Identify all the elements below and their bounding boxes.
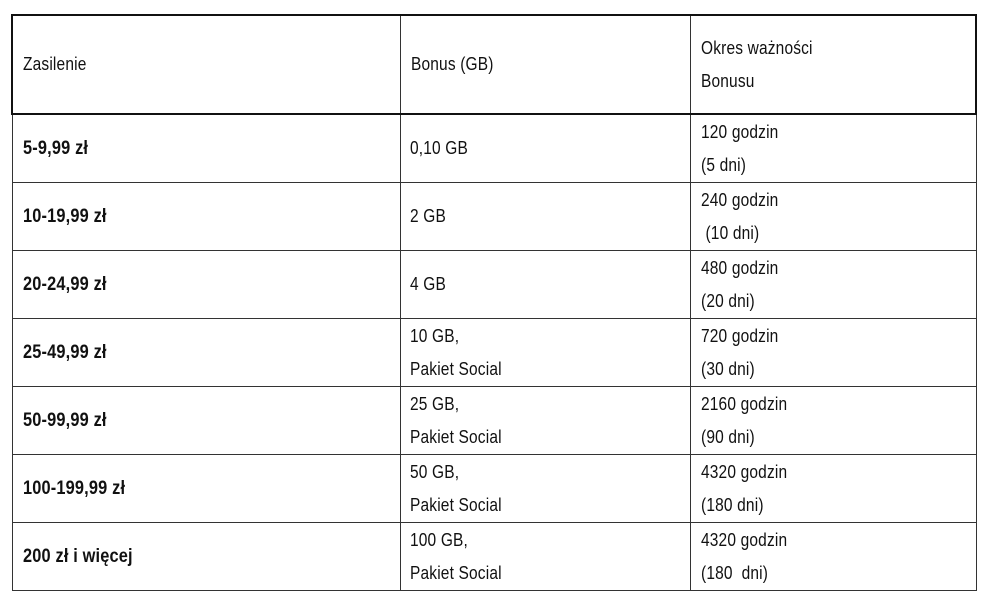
- header-validity-line2: Bonusu: [700, 70, 755, 91]
- cell-bonus: [400, 523, 690, 591]
- table-row: [12, 523, 976, 591]
- validity-line2: (5 dni): [700, 154, 746, 175]
- cell-amount: [12, 251, 400, 319]
- bonus-line1: 25 GB,: [409, 393, 459, 414]
- bonus-line1: 10 GB,: [409, 325, 459, 346]
- bonus-line1: 2 GB: [409, 206, 446, 226]
- validity-line2: (90 dni): [700, 426, 755, 447]
- cell-amount: [12, 183, 400, 251]
- validity-line1: 2160 godzin: [700, 393, 787, 414]
- validity-line2: (180 dni): [700, 494, 764, 515]
- cell-validity: [690, 114, 976, 183]
- table-row: [12, 387, 976, 455]
- validity-line1: 240 godzin: [700, 189, 778, 210]
- cell-validity: [690, 523, 976, 591]
- cell-validity: [690, 251, 976, 319]
- table-row: [12, 319, 976, 387]
- bonus-line2: Pakiet Social: [409, 358, 502, 379]
- cell-bonus: [400, 455, 690, 523]
- validity-line2: (180 dni): [700, 562, 768, 583]
- cell-validity: [690, 455, 976, 523]
- amount-text: 50-99,99 zł: [22, 410, 107, 431]
- amount-text: 25-49,99 zł: [22, 342, 107, 363]
- cell-bonus: [400, 387, 690, 455]
- validity-line2: (20 dni): [700, 290, 755, 311]
- cell-bonus: [400, 183, 690, 251]
- bonus-line1: 50 GB,: [409, 461, 459, 482]
- amount-text: 200 zł i więcej: [22, 546, 133, 567]
- bonus-line1: 0,10 GB: [409, 138, 468, 158]
- table-row: [12, 251, 976, 319]
- cell-validity: [690, 387, 976, 455]
- header-validity-line1: Okres ważności: [700, 37, 813, 58]
- validity-line1: 4320 godzin: [700, 529, 787, 550]
- table-row: [12, 114, 976, 183]
- validity-line1: 4320 godzin: [700, 461, 787, 482]
- amount-text: 10-19,99 zł: [22, 206, 107, 227]
- cell-amount: [12, 523, 400, 591]
- bonus-line1: 100 GB,: [409, 529, 468, 550]
- amount-text: 20-24,99 zł: [22, 274, 107, 295]
- table-header-row: [12, 15, 976, 114]
- validity-line2: (10 dni): [700, 222, 759, 243]
- cell-bonus: [400, 319, 690, 387]
- header-amount: [12, 15, 400, 114]
- cell-bonus: [400, 114, 690, 183]
- table-row: [12, 455, 976, 523]
- bonus-table: [11, 14, 977, 591]
- cell-amount: [12, 114, 400, 183]
- cell-validity: [690, 319, 976, 387]
- bonus-line2: Pakiet Social: [409, 426, 502, 447]
- bonus-line2: Pakiet Social: [409, 562, 502, 583]
- bonus-line2: Pakiet Social: [409, 494, 502, 515]
- header-amount-label: Zasilenie: [23, 54, 87, 74]
- validity-line1: 480 godzin: [700, 257, 778, 278]
- validity-line1: 120 godzin: [700, 121, 778, 142]
- table-row: [12, 183, 976, 251]
- cell-amount: [12, 455, 400, 523]
- header-bonus: [400, 15, 690, 114]
- cell-amount: [12, 387, 400, 455]
- header-bonus-label: Bonus (GB): [410, 54, 494, 74]
- cell-validity: [690, 183, 976, 251]
- validity-line1: 720 godzin: [700, 325, 778, 346]
- amount-text: 5-9,99 zł: [22, 138, 88, 159]
- cell-amount: [12, 319, 400, 387]
- validity-line2: (30 dni): [700, 358, 755, 379]
- amount-text: 100-199,99 zł: [22, 478, 125, 499]
- header-validity: [690, 15, 976, 114]
- bonus-line1: 4 GB: [409, 274, 446, 294]
- cell-bonus: [400, 251, 690, 319]
